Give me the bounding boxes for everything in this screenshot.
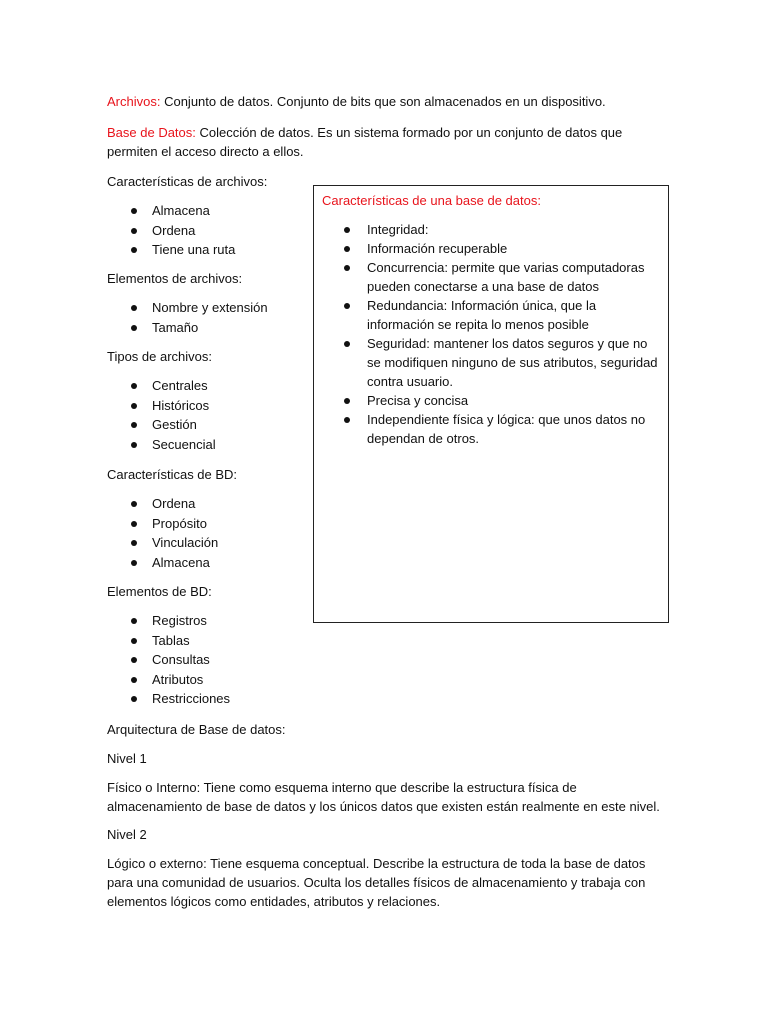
nivel-1-heading: Nivel 1 [107, 751, 147, 766]
list-item [107, 631, 230, 651]
list-item [107, 689, 230, 709]
bullet-icon [131, 247, 137, 253]
list-item [107, 611, 230, 631]
bullet-icon [131, 208, 137, 214]
list-item-text: Integridad: [367, 222, 429, 237]
bullet-icon [131, 228, 137, 234]
bullet-icon [344, 341, 350, 347]
list-item-text: Restricciones [152, 691, 231, 707]
list-item [322, 334, 662, 391]
list-item [107, 670, 230, 690]
list-item [322, 220, 662, 239]
list-item-text: Independiente física y lógica: que unos datos no dependan de otros. [367, 412, 646, 446]
list-item [322, 391, 662, 410]
tipos-archivos-list [107, 376, 216, 454]
list-item-text: Redundancia: Información única, que la información se repita lo menos posible [367, 298, 597, 332]
list-item-text: Centrales [152, 378, 208, 393]
list-item-text: Información recuperable [367, 241, 508, 256]
arquitectura-heading: Arquitectura de Base de datos: [107, 722, 286, 737]
bullet-icon [131, 521, 137, 527]
list-item [107, 494, 218, 514]
elementos-archivos-list [107, 298, 268, 337]
list-item-text: Consultas [152, 652, 210, 668]
list-item [107, 533, 218, 553]
list-item [107, 240, 235, 260]
list-item-text: Tamaño [152, 319, 199, 335]
list-item [322, 258, 662, 296]
list-item [107, 553, 218, 573]
list-item [322, 410, 662, 448]
bullet-icon [131, 501, 137, 507]
list-item-text: Tablas [152, 632, 190, 648]
nivel-1-text: Físico o Interno: Tiene como esquema interno que describe la estructura física de almacenamiento de base de datos y los únicos datos que existen están realmente en este nivel. [107, 780, 660, 814]
list-item [107, 298, 268, 318]
list-item-text: Atributos [152, 671, 204, 687]
list-item-text: Gestión [152, 417, 197, 433]
list-item [322, 239, 662, 258]
bullet-icon [344, 417, 350, 423]
list-item-text: Históricos [152, 397, 210, 413]
list-item [107, 514, 218, 534]
base-de-datos-label: Base de Datos: [107, 125, 196, 140]
base-de-datos-definition [107, 123, 667, 161]
list-item-text: Almacena [152, 203, 210, 218]
elementos-bd-heading: Elementos de BD: [107, 584, 212, 599]
bullet-icon [131, 325, 137, 331]
bullet-icon [344, 227, 350, 233]
list-item-text: Concurrencia: permite que varias computadoras pueden conectarse a una base de datos [367, 260, 645, 294]
list-item-text: Registros [152, 613, 207, 628]
bullet-icon [344, 265, 350, 271]
box-title: Características de una base de datos: [322, 193, 541, 208]
bullet-icon [131, 696, 137, 702]
list-item-text: Precisa y concisa [367, 393, 469, 408]
bullet-icon [131, 560, 137, 566]
nivel-2-text: Lógico o externo: Tiene esquema conceptual. Describe la estructura de toda la base de datos para una comunidad de usuarios. Oculta los detalles físicos de almacenamiento y trabaja con elementos lógicos como entidades, atributos y relaciones. [107, 856, 646, 909]
bullet-icon [131, 442, 137, 448]
list-item-text: Propósito [152, 515, 207, 531]
bullet-icon [131, 403, 137, 409]
nivel-2-heading: Nivel 2 [107, 827, 147, 842]
bullet-icon [344, 303, 350, 309]
bullet-icon [131, 305, 137, 311]
list-item [107, 650, 230, 670]
list-item [107, 396, 216, 416]
list-item-text: Secuencial [152, 436, 216, 452]
elementos-archivos-heading: Elementos de archivos: [107, 271, 243, 286]
caracteristicas-bd-list [107, 494, 218, 572]
list-item-text: Ordena [152, 496, 196, 511]
bullet-icon [131, 677, 137, 683]
list-item [107, 435, 216, 455]
list-item-text: Tiene una ruta [152, 242, 236, 258]
list-item [107, 318, 268, 338]
caracteristicas-archivos-heading: Características de archivos: [107, 174, 268, 189]
bullet-icon [344, 246, 350, 252]
list-item [107, 221, 235, 241]
bullet-icon [131, 383, 137, 389]
list-item [107, 201, 235, 221]
list-item-text: Almacena [152, 554, 210, 570]
archivos-label: Archivos: [107, 94, 161, 109]
bullet-icon [131, 618, 137, 624]
bullet-icon [344, 398, 350, 404]
archivos-definition [107, 92, 667, 111]
list-item [107, 415, 216, 435]
base-de-datos-text: Colección de datos. Es un sistema formado por un conjunto de datos que permiten el acceso directo a ellos. [107, 125, 623, 159]
archivos-text: Conjunto de datos. Conjunto de bits que son almacenados en un dispositivo. [160, 94, 606, 109]
bullet-icon [131, 638, 137, 644]
elementos-bd-list [107, 611, 230, 709]
caracteristicas-bd-box [313, 185, 669, 623]
bullet-icon [131, 657, 137, 663]
caracteristicas-bd-heading: Características de BD: [107, 467, 238, 482]
tipos-archivos-heading: Tipos de archivos: [107, 349, 213, 364]
list-item-text: Vinculación [152, 535, 219, 551]
list-item [322, 296, 662, 334]
list-item-text: Ordena [152, 222, 196, 238]
list-item-text: Nombre y extensión [152, 300, 268, 315]
list-item-text: Seguridad: mantener los datos seguros y que no se modifiquen ninguno de sus atributos, seguridad contra usuario. [367, 336, 658, 389]
caracteristicas-archivos-list [107, 201, 235, 260]
box-list [322, 220, 662, 448]
bullet-icon [131, 422, 137, 428]
bullet-icon [131, 540, 137, 546]
list-item [107, 376, 216, 396]
